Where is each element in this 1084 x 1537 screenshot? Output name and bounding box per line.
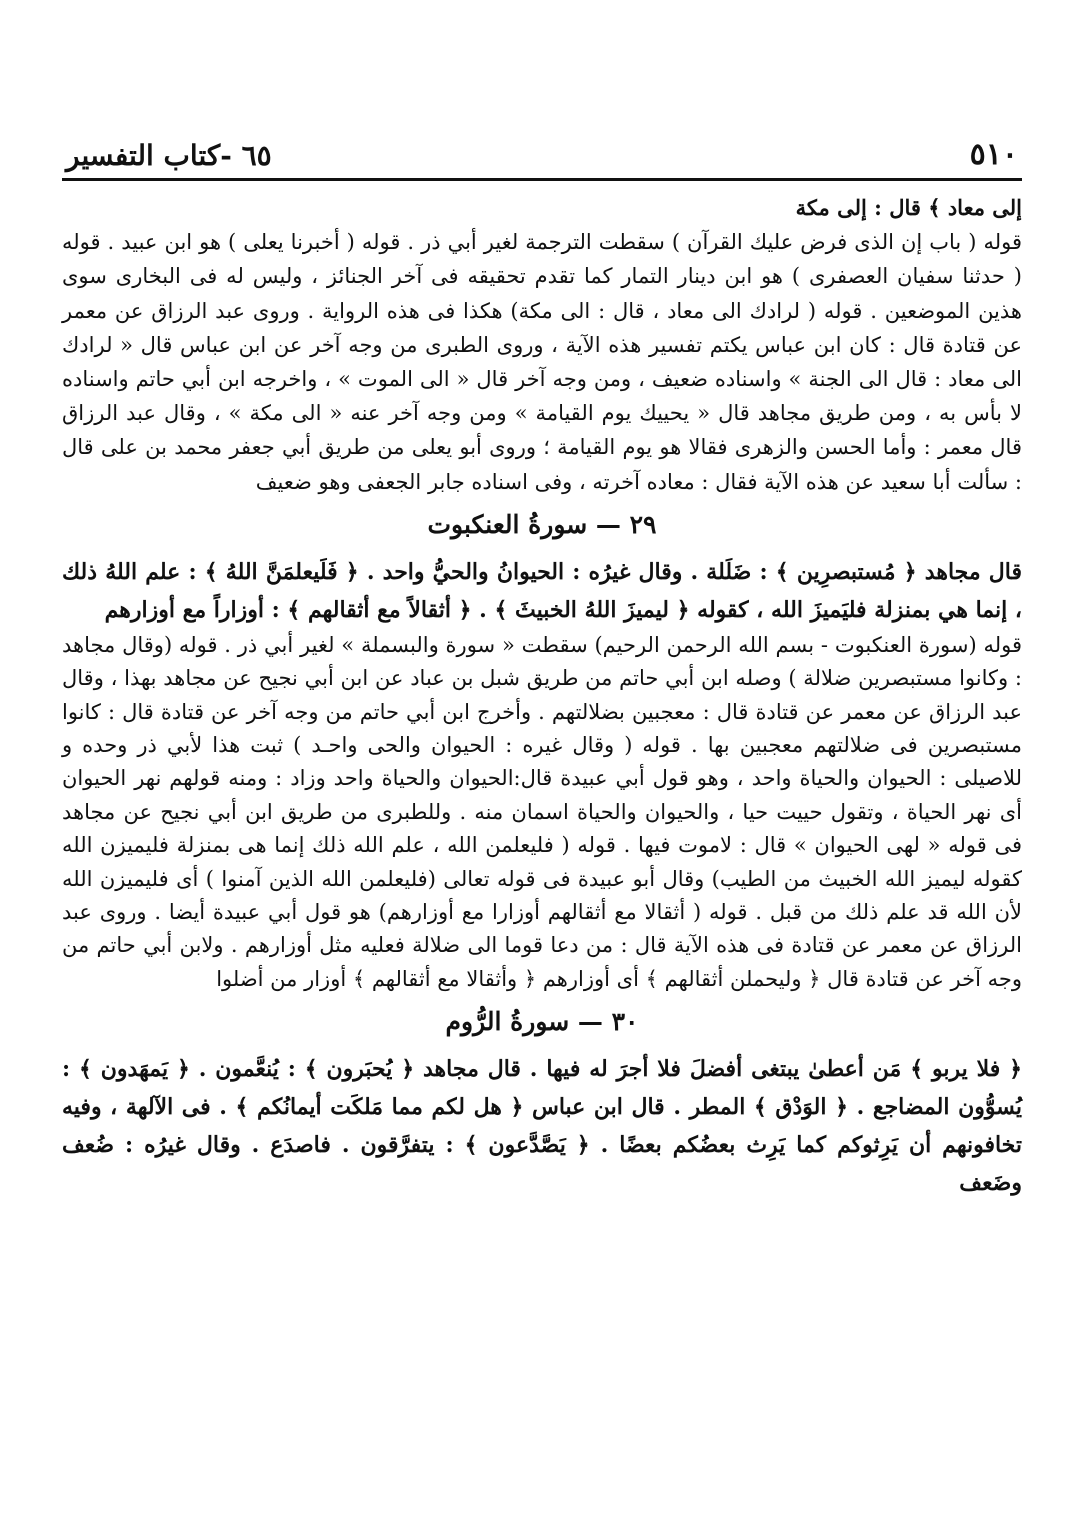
header-rule <box>62 178 1022 181</box>
surah-29-title: ٢٩ — سورةُ العنكبوت <box>427 509 657 539</box>
page-number: ٥١٠ <box>969 137 1018 172</box>
running-title: ٦٥ -كتاب التفسير <box>66 139 272 172</box>
surah-29-commentary: قوله (سورة العنكبوت - بسم الله الرحمن الرحيم) سقطت « سورة والبسملة » لغير أبي ذر . قوله (وقال مجاهد : وكانوا مستبصرين ضلالة ) وصله ابن أبي حاتم من طريق شبل بن عباد عن ابن أبي نجيح عن مجاهد بهذا ، وقال عبد الرزاق عن معمر عن قتادة قال : معجبين بضلالتهم . وأخرج ابن أبي حاتم من وجه آخر عن قتادة قال : كانوا مستبصرين فى ضلالتهم معجبين بها . قوله ( وقال غيره : الحيوان والحى واحـد ) ثبت هذا لأبي ذر وحده و للاصيلى : الحيوان والحياة واحد ، وهو قول أبي عبيدة قال:الحيوان والحياة واحد وزاد : ومنه قولهم نهر الحيوان أى نهر الحياة ، وتقول حييت حيا ، والحيوان والحياة اسمان منه . وللطبرى من طريق ابن أبي نجيح عن مجاهد فى قوله « لهى الحيوان » قال : لاموت فيها . قوله ( فليعلمن الله ، علم الله ذلك إنما هى بمنزلة فليميزن الله كقوله ليميز الله الخبيث من الطيب) وقال أبو عبيدة فى قوله تعالى (فليعلمن الله الذين آمنوا ) أى فليميزن الله لأن الله قد علم ذلك من قبل . قوله ( أثقالا مع أثقالهم أوزارا مع أوزارهم) هو قول أبي عبيدة أيضا . وروى عبد الرزاق عن معمر عن قتادة فى هذه الآية قال : من دعا قوما الى ضلالة فعليه مثل أوزارهم . ولابن أبي حاتم من وجه آخر عن قتادة قال ﴿ وليحملن أثقالهم ﴾ أى أوزارهم ﴿ وأثقالا مع أثقالهم ﴾ أوزار من أضلوا <box>62 632 1022 991</box>
lead-line: إلى معاد ﴾ قال : إلى مكة <box>795 195 1022 220</box>
section-a <box>62 191 1022 499</box>
surah-30-title: ٣٠ — سورةُ الرُّوم <box>445 1007 639 1037</box>
surah-29-quran-text: قال مجاهد ﴿ مُستبصرِين ﴾ : ضَلَلة . وقال غيرُه : الحيوانُ والحيُّ واحد . ﴿ فَلَيعلمَنَّ اللهُ ﴾ : علم اللهُ ذلك ، إنما هي بمنزلة فليَميزَ الله ، كقوله ﴿ ليميزَ اللهُ الخبيثَ ﴾ . ﴿ أثقالاً مع أثقالهم ﴾ : أوزاراً مع أوزارهم <box>62 558 1022 623</box>
page-header <box>62 130 1022 172</box>
surah-30-quran-text: ﴿ فلا يربو ﴾ مَن أعطىٰ يبتغى أفضلَ فلا أجرَ له فيها . قال مجاهد ﴿ يُحبَرون ﴾ : يُنعَّمون . ﴿ يَمهَدون ﴾ : يُسوُّون المضاجع . ﴿ الوَدْق ﴾ المطر . قال ابن عباس ﴿ هل لكم مما مَلكَت أيمانُكم ﴾ . فى الآلهة ، وفيه تخافونهم أن يَرِثوكم كما يَرِث بعضُكم بعضًا . ﴿ يَصَّدَّعون ﴾ : يتفرَّقون . فاصدَع . وقال غيرُه : ضُعف وضَعف <box>62 1056 1022 1197</box>
page <box>62 130 1022 1202</box>
commentary-paragraph: قوله ( باب إن الذى فرض عليك القرآن ) سقطت الترجمة لغير أبي ذر . قوله ( أخبرنا يعلى ) هو ابن عبيد . قوله ( حدثنا سفيان العصفرى ) هو ابن دينار التمار كما تقدم تحقيقه فى آخر الجنائز ، وليس له فى البخارى سوى هذين الموضعين . قوله ( لرادك الى معاد ، قال : الى مكة) هكذا فى هذه الرواية . وروى عبد الرزاق عن معمر عن قتادة قال : كان ابن عباس يكتم تفسير هذه الآية ، وروى الطبرى من وجه آخر عن ابن عباس قال « لرادك الى معاد : قال الى الجنة » واسناده ضعيف ، ومن وجه آخر قال « الى الموت » ، واخرجه ابن أبي حاتم واسناده لا بأس به ، ومن طريق مجاهد قال « يحييك يوم القيامة » ومن وجه آخر عنه « الى مكة » ، وقال عبد الرزاق قال معمر : وأما الحسن والزهرى فقالا هو يوم القيامة ؛ وروى أبو يعلى من طريق أبي جعفر محمد بن على قال : سألت أبا سعيد عن هذه الآية فقال : معاده آخرته ، وفى اسناده جابر الجعفى وهو ضعيف <box>62 230 1022 494</box>
